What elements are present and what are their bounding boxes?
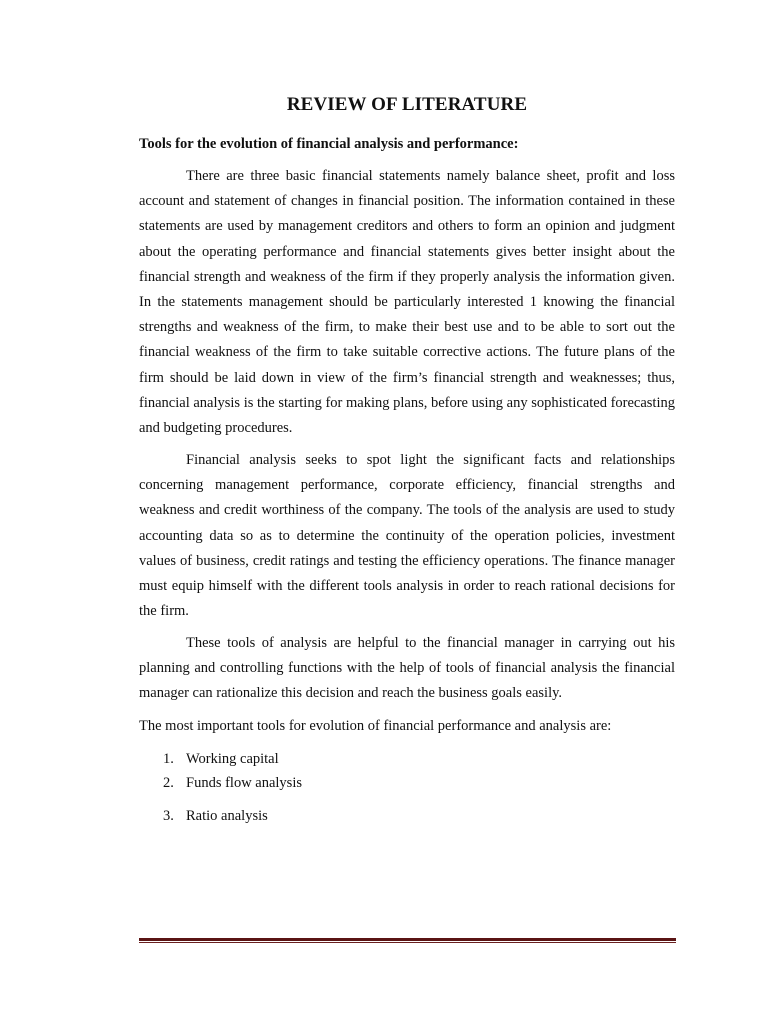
paragraph-financial-analysis: Financial analysis seeks to spot light the significant facts and relationships concerning management performance, corporate efficiency, financial strengths and weakness and credit worthiness of the company. The tools of the analysis are used to study accounting data so as to determine the continuity of the operation policies, investment values of business, credit ratings and testing the efficiency operations. The finance manager must equip himself with the different tools analysis in order to reach rational decisions for the firm.	[139, 452, 675, 620]
list-item	[163, 749, 279, 769]
list-intro: The most important tools for evolution of financial performance and analysis are:	[139, 718, 612, 734]
paragraph-financial-statements: There are three basic financial statements namely balance sheet, profit and loss account and statement of changes in financial position. The information contained in these statements are used by management creditors and others to form an opinion and judgment about the operating performance and financial statements gives better insight about the financial strength and weakness of the firm if they properly analysis the information given. In the statements management should be particularly interested 1 knowing the financial strengths and weakness of the firm, to make their best use and to be able to sort out the financial weakness of the firm to take suitable corrective actions. The future plans of the firm should be laid down in view of the firm’s financial strength and weaknesses; thus, financial analysis is the starting for making plans, before using any sophisticated forecasting and budgeting procedures.	[139, 168, 675, 437]
list-item-number: 2.	[163, 775, 174, 791]
list-item-number: 3.	[163, 808, 174, 824]
section-subheading: Tools for the evolution of financial analysis and performance:	[139, 136, 519, 152]
page-title: REVIEW OF LITERATURE	[286, 94, 528, 115]
list-item-label: Ratio analysis	[186, 808, 268, 824]
footer-divider-thick-line	[139, 938, 676, 941]
list-item-label: Working capital	[186, 751, 279, 767]
footer-divider-thin-line	[139, 942, 676, 943]
list-item-number: 1.	[163, 751, 174, 767]
footer-divider	[139, 938, 676, 944]
list-item	[163, 806, 268, 826]
paragraph-tools-helpful: These tools of analysis are helpful to the financial manager in carrying out his planning and controlling functions with the help of tools of financial analysis the financial manager can rationalize this decision and reach the business goals easily.	[139, 635, 675, 702]
list-item-label: Funds flow analysis	[186, 775, 302, 791]
list-item	[163, 773, 302, 793]
